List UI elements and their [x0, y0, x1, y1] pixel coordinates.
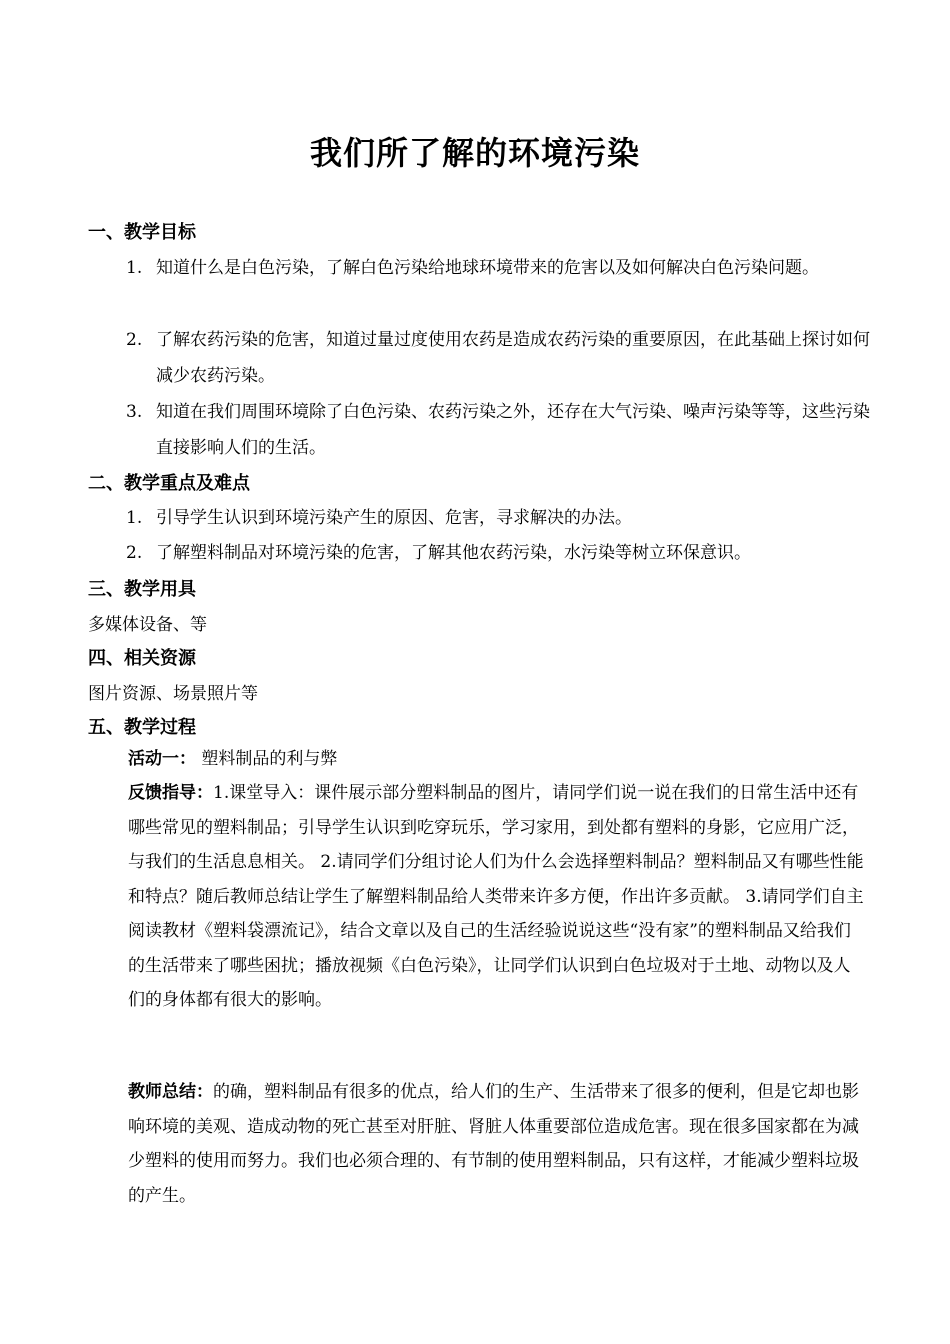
section-heading-key-points: 二、教学重点及难点: [88, 473, 250, 494]
list-item: [126, 500, 876, 536]
section-heading-tools: 三、教学用具: [88, 579, 196, 600]
list-text: 了解塑料制品对环境污染的危害，了解其他农药污染，水污染等树立环保意识。: [156, 543, 751, 563]
list-text: 知道在我们周围环境除了白色污染、农药污染之外，还存在大气污染、噪声污染等等，这些污染直接影响人们的生活。: [156, 402, 870, 458]
activity-label: 活动一：: [128, 749, 196, 769]
summary-paragraph: [128, 1075, 864, 1213]
summary-label: 教师总结：: [128, 1082, 213, 1102]
list-text: 知道什么是白色污染，了解白色污染给地球环境带来的危害以及如何解决白色污染问题。: [156, 258, 819, 278]
section-heading-objectives: 一、教学目标: [88, 222, 196, 243]
list-item: [126, 322, 876, 394]
section-text-tools: 多媒体设备、等: [88, 615, 207, 635]
summary-text: 的确，塑料制品有很多的优点，给人们的生产、生活带来了很多的便利，但是它却也影响环境的美观、造成动物的死亡甚至对肝脏、肾脏人体重要部位造成危害。现在很多国家都在为减少塑料的使用而努力。我们也必须合理的、有节制的使用塑料制品，只有这样，才能减少塑料垃圾的产生。: [128, 1082, 859, 1206]
list-number: 1.: [126, 258, 143, 278]
list-item: [126, 535, 876, 571]
activity-text: 塑料制品的利与弊: [201, 749, 338, 769]
list-text: 引导学生认识到环境污染产生的原因、危害，寻求解决的办法。: [156, 508, 632, 528]
list-number: 1.: [126, 508, 143, 528]
list-item: [126, 394, 886, 466]
activity-line: [128, 742, 864, 777]
list-text: 了解农药污染的危害，知道过量过度使用农药是造成农药污染的重要原因，在此基础上探讨如何减少农药污染。: [156, 330, 870, 386]
list-number: 2.: [126, 330, 143, 350]
feedback-paragraph: [128, 776, 864, 1018]
feedback-label: 反馈指导：: [128, 783, 213, 803]
list-number: 2.: [126, 543, 143, 563]
section-heading-process: 五、教学过程: [88, 717, 196, 738]
list-number: 3.: [126, 402, 143, 422]
document-title: 我们所了解的环境污染: [309, 134, 640, 172]
feedback-text: 1.课堂导入：课件展示部分塑料制品的图片，请同学们说一说在我们的日常生活中还有哪些常见的塑料制品；引导学生认识到吃穿玩乐，学习家用，到处都有塑料的身影，它应用广泛，与我们的生活息息相关。 2.请同学们分组讨论人们为什么会选择塑料制品？塑料制品又有哪些性能和特点？随后教师总结让学生了解塑料制品给人类带来许多方便，作出许多贡献。 3.请同学们自主阅读教材《塑料袋漂流记》，结合文章以及自己的生活经验说说这些“没有家”的塑料制品又给我们的生活带来了哪些困扰；播放视频《白色污染》，让同学们认识到白色垃圾对于土地、动物以及人们的身体都有很大的影响。: [128, 783, 864, 1010]
section-text-resources: 图片资源、场景照片等: [88, 684, 258, 704]
section-heading-resources: 四、相关资源: [88, 648, 196, 669]
list-item: [126, 250, 876, 286]
